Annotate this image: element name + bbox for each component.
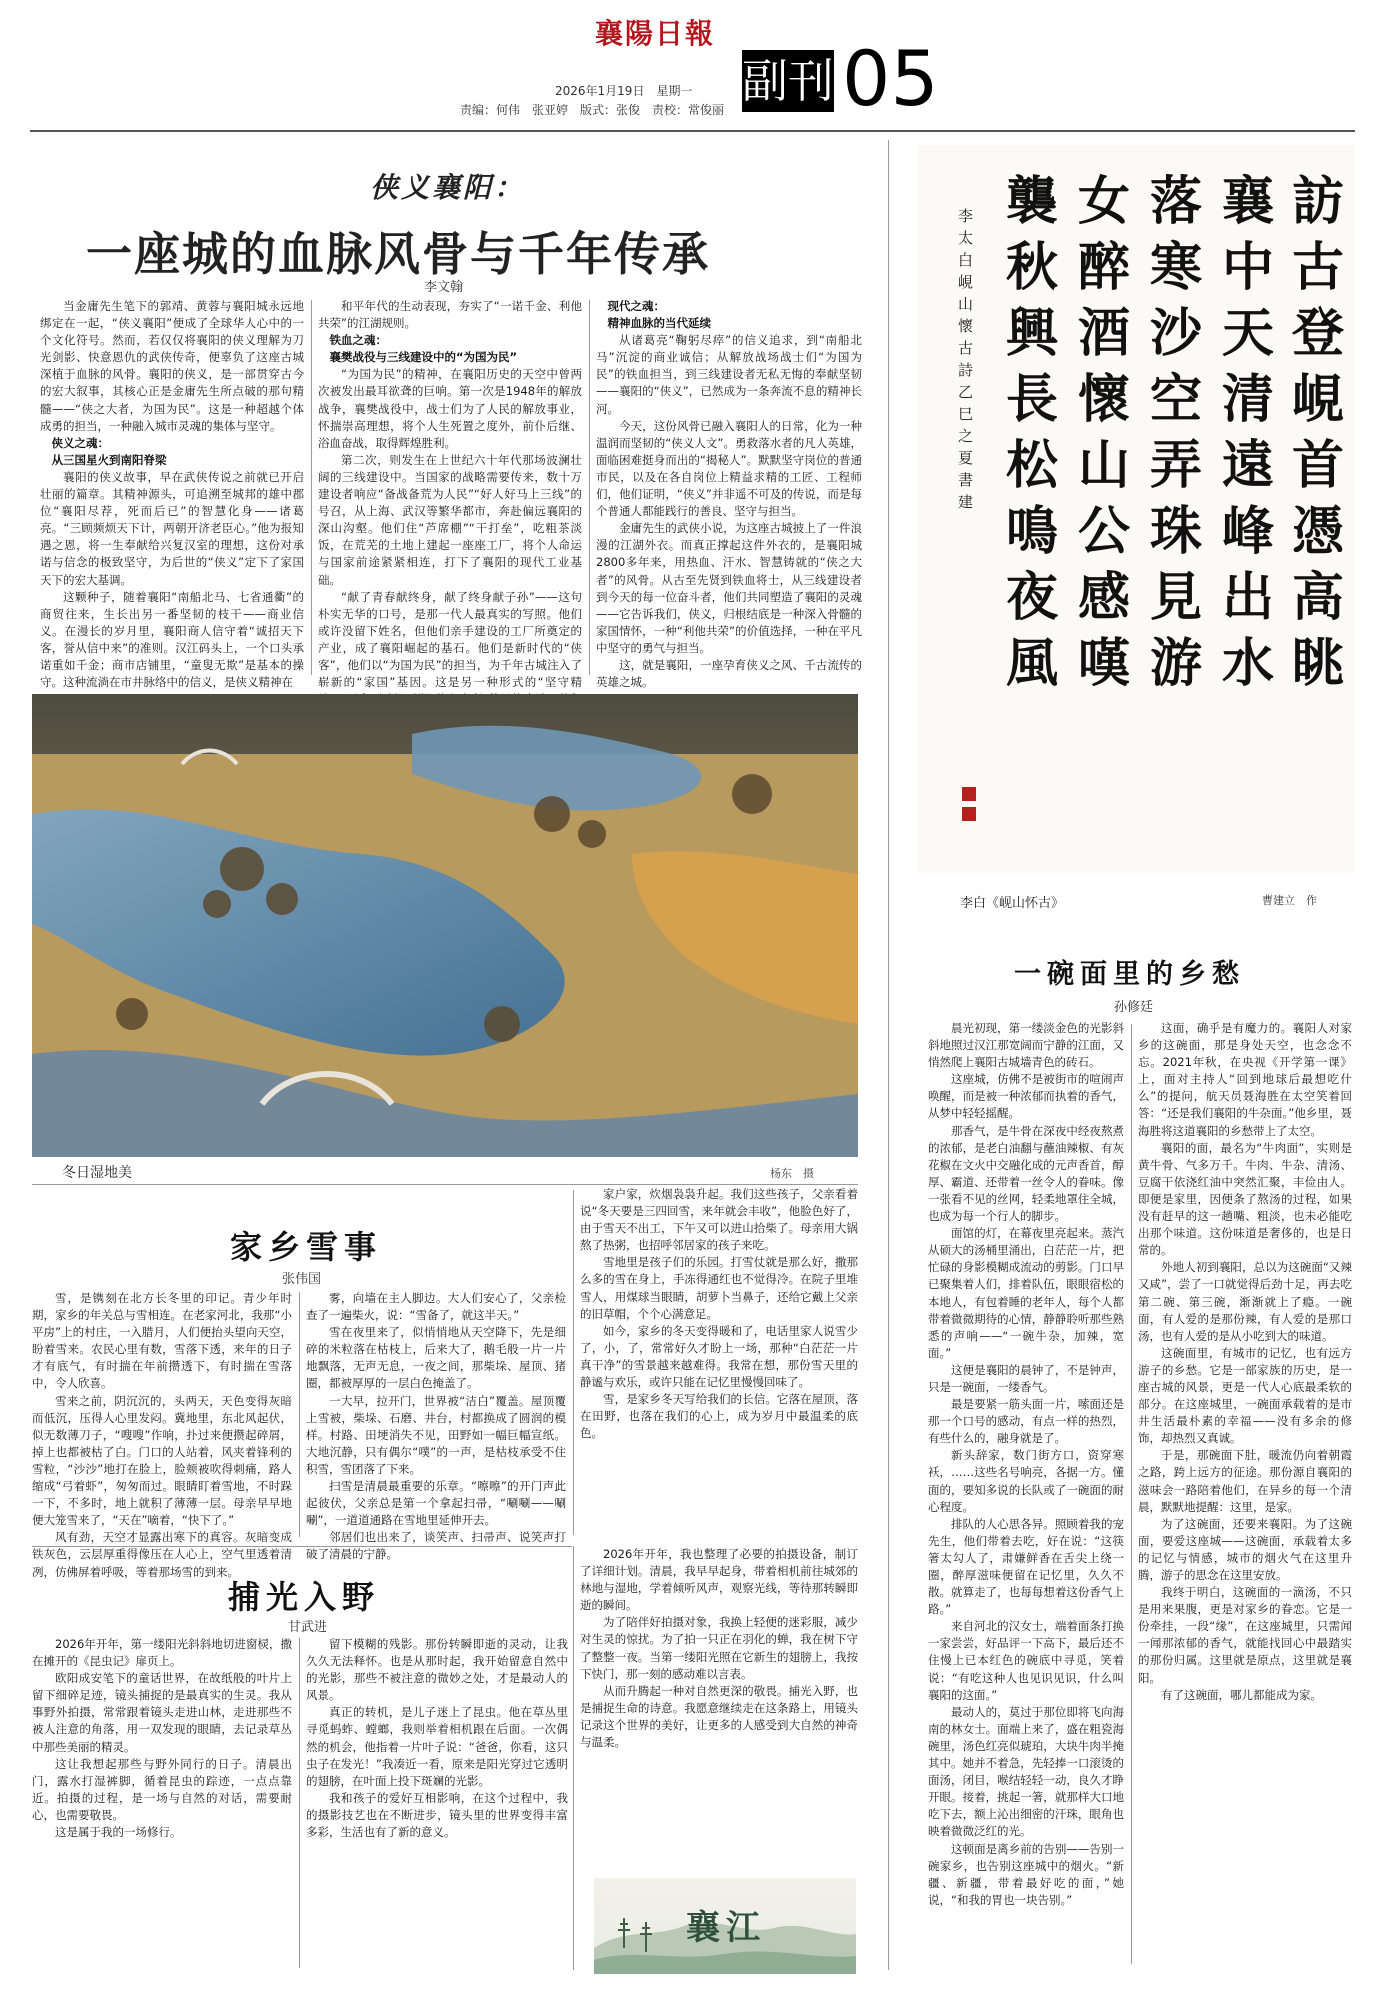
masthead: [0, 0, 1385, 130]
photo-caption: 冬日湿地美: [62, 1165, 132, 1181]
paragraph: 这面，确乎是有魔力的。襄阳人对家乡的这碗面，那是身处天空，也念念不忘。2021年秋，在央视《开学第一课》上，面对主持人“回到地球后最想吃什么”的提问，航天员聂海胜在太空笑着回答：“还是我们襄阳的牛杂面。”他乡里，聂海胜将这道襄阳的乡愁带上了太空。: [1138, 1021, 1352, 1138]
issue-date: 2026年1月19日 星期一: [555, 84, 693, 98]
column-rule: [299, 1638, 300, 1968]
paragraph: 晨光初现，第一缕淡金色的光影斜斜地照过汉江那宽阔而宁静的江面，又悄然爬上襄阳古城墙青色的砖石。: [928, 1021, 1124, 1070]
column-rule: [573, 1546, 574, 1970]
paragraph: 雪地里是孩子们的乐园。打雪仗就是那么好，撒那么多的雪在身上，手冻得通红也不觉得冷。在院子里堆雪人，用煤球当眼睛，胡萝卜当鼻子，还给它戴上父亲的旧草帽，个个心满意足。: [580, 1255, 858, 1321]
lead-kicker: 侠义襄阳：: [370, 171, 526, 204]
page-divider: [888, 140, 889, 1970]
column-rule: [299, 1292, 300, 1537]
calligraphy-column-2: 襄中天清遠峰出水: [1221, 171, 1274, 694]
light-column-3: [580, 1546, 858, 1872]
snow-title: 家乡雪事: [230, 1228, 383, 1266]
subheading: 现代之魂：: [607, 299, 665, 313]
column-rule: [573, 1190, 574, 1535]
paragraph: 欧阳成安笔下的童话世界，在故纸般的叶片上留下细碎足迹，镜头捕捉的是最真实的生灵。我从事野外拍摄，常常跟着镜头走进山林，走进那些不被人注意的角落，用一双发现的眼睛，去记录草丛中那些美丽的精灵。: [32, 1671, 292, 1754]
paragraph: 雪，是家乡冬天写给我们的长信。它落在屋顶，落在田野，也落在我们的心上，成为岁月中最温柔的底色。: [580, 1392, 858, 1441]
snow-column-3: [580, 1186, 858, 1536]
paragraph: 从诸葛亮“鞠躬尽瘁”的信义追求，到“南船北马”沉淀的商业诚信；从解放战场战士们“为国为民”的铁血担当，到三线建设者无私无悔的奉献坚韧——襄阳的“侠义”，已然成为一条奔流不息的精神长河。: [596, 333, 862, 416]
paragraph: 当金庸先生笔下的郭靖、黄蓉与襄阳城永远地绑定在一起，“侠义襄阳”便成了全球华人心中的一个文化符号。然而，若仅仅将襄阳的侠义理解为刀光剑影、快意恩仇的武侠传奇，便辜负了这座古城深植于血脉的风骨。襄阳的侠义，是一部贯穿古今的宏大叙事，其核心正是金庸先生所点破的那句精髓——“侠之大者，为国为民”。这是一种超越个体成勇的担当，一种融入城市灵魂的集体与坚守。: [40, 299, 304, 433]
calligraphy-artist: 曹建立 作: [1262, 894, 1317, 907]
editor-credits: 责编：何伟 张亚婷 版式：张俊 责校：常俊丽: [460, 103, 725, 117]
masthead-rule: [30, 130, 1355, 132]
calligraphy-artwork: [918, 145, 1355, 873]
subheading: 铁血之魂：: [329, 333, 387, 348]
calligraphy-column-5: 襲秋興長松鳴夜風: [1005, 171, 1058, 694]
snow-column-2: [306, 1290, 566, 1562]
paragraph: 这便是襄阳的晨钟了，不是钟声，只是一碗面，一缕香气。: [928, 1362, 1124, 1394]
calligraphy-inscription: 李太白峴山懷古詩乙巳之夏 書建: [958, 207, 989, 511]
lead-column-2: [318, 298, 582, 690]
subheading: 襄樊战役与三线建设中的“为国为民”: [329, 350, 518, 365]
paragraph: 雾，向墙在主人脚边。大人们安心了，父亲检查了一遍柴火，说：“雪备了，就这半天。”: [306, 1291, 566, 1323]
light-column-2: [306, 1636, 568, 1970]
light-column-1: [32, 1636, 292, 1970]
lead-column-1: [40, 298, 304, 690]
paragraph: 风有劲，天空才显露出寒下的真容。灰暗变成铁灰色，云层厚重得像压在人心上，空气里透着清冽，仿佛屏着呼吸，等着那场雪的到来。: [32, 1530, 292, 1579]
paragraph: 2026年开年，我也整理了必要的拍摄设备，制订了详细计划。清晨，我早早起身，带着相机前往城郊的林地与湿地，学着倾听风声，观察光线，等待那转瞬即逝的瞬间。: [580, 1547, 858, 1613]
paragraph: 于是，那碗面下肚，暖流仍向着朝霞之路，跨上远方的征途。那份源自襄阳的滋味会一路陪着他们，在异乡的每一个清晨，默默地提醒：这里，是家。: [1138, 1448, 1352, 1514]
paragraph: 为了这碗面，还要来襄阳。为了这碗面，要爱这座城——这碗面，承载着太多的记忆与情感，城市的烟火气在这里升腾，游子的思念在这里安放。: [1138, 1516, 1352, 1582]
paragraph: 第二次，则发生在上世纪六十年代那场波澜壮阔的三线建设中。当国家的战略需要传来，数十万建设者响应“备战备荒为人民”“好人好马上三线”的号召，从上海、武汉等繁华都市，奔赴偏远襄阳的深山沟壑。他们住“芦席棚”“干打垒”，吃粗茶淡饭，在荒芜的土地上建起一座座工厂，将个人命运与国家前途紧紧相连，打下了襄阳的现代工业基础。: [318, 452, 582, 587]
paragraph: 那香气，是牛骨在深夜中经夜熬煮的浓郁，是老白油翻与蘸油辣椒、有灰花椒在文火中交融化成的元声香首，醇厚、霸道、还带着一丝令人的眷味。像一张看不见的丝网，轻柔地罩住全城，也成为每一个行人的脚步。: [928, 1123, 1124, 1224]
paragraph: 2026年开年，第一缕阳光斜斜地切进窗棂，撒在摊开的《昆虫记》扉页上。: [32, 1637, 292, 1669]
lead-author: 李文翰: [424, 280, 464, 295]
paragraph: 从而升腾起一种对自然更深的敬畏。捕光入野，也是捕捉生命的诗意。我愿意继续走在这条路上，用镜头记录这个世界的美好，让更多的人感受到大自然的神奇与温柔。: [580, 1683, 858, 1750]
paragraph: 我终于明白，这碗面的一滴汤，不只是用来果腹，更是对家乡的眷恋。它是一份牵挂，一段“缘”，在这座城里，只需闻一闻那浓郁的香气，就能找回心中最踏实的那份归属。这里就是原点，这里就是襄阳。: [1138, 1585, 1352, 1685]
snow-author: 张伟国: [282, 1272, 322, 1287]
paragraph: 有了这碗面，哪儿都能成为家。: [1161, 1687, 1322, 1702]
paragraph: 来自河北的汉女士，端着面条打换一家尝尝，好品评一下高下，最后还不住慢上已本红色的碗底中寻觅，笑着说：“有吃这种人也见识见识，什么叫襄阳的这面。”: [928, 1619, 1124, 1702]
paragraph: 雪来之前，阴沉沉的，头两天，天色变得灰暗而低沉，压得人心里发闷。冀地里，东北风起伏，似无数薄刀子，“嗖嗖”作响，扑过来便攒起碎屑，掉上也都被枯了白。门口的人站着，风夹着锋利的雪粒，“沙沙”地打在脸上，脸颊被吹得刺痛，路人缩成“弓着虾”，匆匆而过。眼睛盯着雪地，不时跺一下，不多时，地上就积了薄薄一层。母亲早早地便大笼雪来了，“天在”嘀着，“快下了。”: [32, 1393, 292, 1528]
paragraph: 家户家，炊烟袅袅升起。我们这些孩子，父亲看着说“冬天要是三四回雪，来年就会丰收”，他脸色好了，由于雪天不出工，下午又可以进山拾柴了。母亲用大锅熬了热粥，也招呼邻居家的孩子来吃。: [580, 1187, 858, 1253]
paragraph: 外地人初到襄阳，总以为这碗面“又辣又咸”，尝了一口就觉得后劲十足，再去吃第二碗、第三碗，渐渐就上了瘾。一碗面，有人爱的是那份辣，有人爱的是那口汤，也有人爱的是从小吃到大的味道。: [1138, 1260, 1352, 1343]
paragraph: 襄阳的侠义故事，早在武侠传说之前就已开启壮丽的篇章。其精神源头，可追溯至城邦的雄中郡位“襄阳尽荐，死而后已”的智慧化身——诸葛亮。“三顾频烦天下计，两朝开济老臣心。”他为报知遇之恩，将一生奉献给兴复汉室的理想，这份对承诺与信念的极致坚守，为后世的“侠义”定下了家国天下的宏大基调。: [40, 469, 304, 587]
paragraph: 这，就是襄阳，一座孕育侠义之风、千古流传的英雄之城。: [596, 657, 862, 690]
paragraph: 这是属于我的一场修行。: [55, 1825, 182, 1840]
bowl-author: 孙修廷: [1114, 1000, 1154, 1015]
lead-headline: 一座城的血脉风骨与千年传承: [86, 227, 710, 281]
paragraph: 我和孩子的爱好互相影响，在这个过程中，我的摄影技艺也在不断进步，镜头里的世界变得丰富多彩，生活也有了新的意义。: [306, 1790, 568, 1840]
calligraphy-column-1: 訪古登峴首憑高眺: [1291, 171, 1344, 694]
paragraph: 面馆的灯，在幕夜里亮起来。蒸汽从硕大的汤桶里涌出，白茫茫一片，把忙碌的身影模糊成流动的剪影。门口早已聚集着人们，排着队伍，眼眼宿松的本地人，有包着睡的老年人，每个人都带着微微期待的心情，静静聆听那些熟悉的声响——“一碗牛杂，加辣，宽面。”: [928, 1226, 1124, 1360]
column-rule: [1131, 1024, 1132, 1964]
section-label: 副刊: [742, 50, 834, 112]
paragraph: 最动人的，莫过于那位即将飞向海南的林女士。面端上来了，盛在粗瓷海碗里，汤色红亮似琥珀，大块牛肉半掩其中。她并不着急，先轻捧一口滚烫的面汤，闭目，喉结轻轻一动，良久才睁开眼。接着，挑起一箸，就那样大口地吃下去，额上沁出细密的汗珠，眼角也映着微微泛红的光。: [928, 1704, 1124, 1839]
photo-credit: 杨东 摄: [770, 1167, 814, 1180]
bowl-column-2: [1138, 1020, 1352, 1970]
section-rule: [32, 1184, 858, 1185]
seal-stamp-icon: [962, 807, 976, 821]
column-rule: [311, 300, 312, 675]
subheading: 侠义之魂：: [51, 435, 109, 450]
paragraph: 如今，家乡的冬天变得暖和了，电话里家人说雪少了，小，了，常常好久才盼上一场，那种“白茫茫一片真干净”的雪景越来越难得。我常在想，那份雪天里的静谧与欢乐，或许只能在记忆里慢慢回味了。: [580, 1323, 858, 1390]
light-author: 甘武进: [288, 1620, 328, 1635]
calligraphy-caption: 李白《岘山怀古》: [960, 896, 1065, 911]
page-number: 05: [842, 34, 939, 123]
paragraph: 今天，这份风骨已融入襄阳人的日常，化为一种温润而坚韧的“侠义人文”。勇救落水者的凡人英雄，面临困难挺身而出的“揭秘人”。默默坚守岗位的普通市民，以及在各自岗位上精益求精的工匠、工程师们，他们证明，“侠义”并非遥不可及的传说，而是每个普通人都能践行的善良、坚守与担当。: [596, 418, 862, 519]
seal-stamp-icon: [962, 787, 976, 801]
section-rule: [32, 1546, 572, 1547]
paragraph: 新头辞家，数门街方口，资穿寒袄，……这些名号响亮，各据一方。懂面的，要知多说的长队或了一碗面的耐心程度。: [928, 1448, 1124, 1514]
paragraph: 这座城，仿佛不是被街市的喧闹声唤醒，而是被一种浓郁而执着的香气，从梦中轻轻摇醒。: [928, 1072, 1124, 1121]
bowl-title: 一碗面里的乡愁: [1014, 959, 1245, 990]
snow-column-1: [32, 1290, 292, 1579]
wetland-landscape: [32, 694, 858, 1157]
paragraph: 和平年代的生动表现，夯实了“一诺千金、利他共荣”的江湖规则。: [318, 299, 582, 331]
paragraph: 雪在夜里来了，似悄悄地从天空降下，先是细碎的米粒落在枯枝上，后来大了，鹅毛般一片一片地飘落，无声无息，一夜之间，那柴垛、屋顶、猪圈，都被厚厚的一层白色掩盖了。: [306, 1325, 566, 1391]
paragraph: 金庸先生的武侠小说，为这座古城披上了一件浪漫的江湖外衣。而真正撑起这件外衣的，是襄阳城2800多年来，用热血、汗水、智慧铸就的“侠之大者”的风骨。从古至先贤到铁血将士，从三线建设者到今天的每一位奋斗者，他们共同塑造了襄阳的灵魂——它告诉我们，侠义，归根结底是一种深入骨髓的家国情怀，一种“利他共荣”的价值选择，一种在平凡中坚守的勇气与担当。: [596, 521, 862, 655]
paper-logo: 襄陽日報: [595, 17, 716, 50]
paragraph: 这让我想起那些与野外同行的日子。清晨出门，露水打湿裤脚，循着昆虫的踪迹，一点点靠近。拍摄的过程，是一场与自然的对话，需要耐心，也需要敬畏。: [32, 1756, 292, 1822]
banner-title: 襄江: [686, 1908, 766, 1948]
paragraph: 这颗种子，随着襄阳“南船北马、七省通衢”的商贸往来，生长出另一番坚韧的枝干——商业信义。在漫长的岁月里，襄阳商人信守着“诚招天下客，誉从信中来”的准则。汉江码头上，一个口头承诺重如千金；商市店铺里，“童叟无欺”是基本的操守。这种流淌在市井脉络中的信义，是侠义精神在: [40, 589, 304, 690]
xiangjiang-banner: [594, 1878, 856, 1974]
paragraph: 最是要紧一筋头面一片，嗦面还是那一个口号的感动，有点一样的热烈，有些什么的，融身就是了。: [928, 1397, 1124, 1446]
paragraph: “献了青春献终身，献了终身献子孙”——这句朴实无华的口号，是那一代人最真实的写照。他们或许没留下姓名，但他们亲手建设的工厂所奠定的产业，成了襄阳崛起的基石。他们是新时代的“侠客”，他们以“为国为民”的担当，为千年古城注入了崭新的“家国”基因。这是另一种形式的“坚守精: [318, 589, 582, 690]
calligraphy-column-3: 落寒沙空弄珠見游: [1149, 171, 1202, 694]
paragraph: 这碗面里，有城市的记忆，也有远方游子的乡愁。它是一部家族的历史，是一座古城的风景，更是一代人心底最柔软的部分。在这座城里，一碗面承载着的是市井生活最朴素的幸福——没有多余的修饰，却热烈又真诚。: [1138, 1345, 1352, 1446]
paragraph: 为了陪伴好拍摄对象，我换上轻便的迷彩服，减少对生灵的惊扰。为了拍一只正在羽化的蝉，我在树下守了整整一夜。当第一缕阳光照在它新生的翅膀上，我按下快门，那一刻的感动难以言表。: [580, 1615, 858, 1681]
calligraphy-column-4: 女醉酒懷山公感嘆: [1077, 171, 1130, 694]
bowl-column-1: [928, 1020, 1124, 1970]
paragraph: 一大早，拉开门，世界被“洁白”覆盖。屋顶覆上雪被，柴垛、石磨、井台，村都换成了圆润的模样。村路、田埂消失不见，田野如一幅巨幅宣纸。大地沉静，只有偶尔“噗”的一声，是枯枝承受不住积雪，雪团落了下来。: [306, 1393, 566, 1476]
paragraph: 留下模糊的残影。那份转瞬即逝的灵动，让我久久无法释怀。也是从那时起，我开始留意自然中的光影，那些不被注意的微妙之处，才是最动人的风景。: [306, 1637, 568, 1703]
paragraph: 邻居们也出来了，谈笑声、扫帚声、说笑声打破了清晨的宁静。: [306, 1530, 566, 1562]
paragraph: 襄阳的面，最名为“牛肉面”，实则是黄牛骨、气多万千。牛肉、牛杂、清汤、豆腐干依浇红油中突然汇聚，丰俭由人。即便是家里，因便条了熬汤的过程，如果没有赶早的这一趟嘴、粗淡，也未必能吃出那个味道。这份味道是奢侈的，也是日常的。: [1138, 1140, 1352, 1258]
paragraph: 雪，是镌刻在北方长冬里的印记。青少年时期，家乡的年关总与雪相连。在老家河北，我那“小平房”上的村庄，一入腊月，人们便抬头望向天空，盼着雪来。农民心里有数，雪落下透，来年的日子才有底气，有时揣在年前攒透下，有时揣在雪落中，令人欣喜。: [32, 1291, 292, 1391]
paragraph: “为国为民”的精神，在襄阳历史的天空中曾两次被发出最耳欲聋的巨响。第一次是1948年的解放战争，襄樊战役中，战士们为了人民的解放事业，怀揣崇高理想，将个人生死置之度外，前仆后继、浴血奋战，取得辉煌胜利。: [318, 367, 582, 450]
subheading: 精神血脉的当代延续: [607, 316, 711, 331]
paragraph: 这顿面是离乡前的告别——告别一碗家乡，也告别这座城中的烟火。“新疆、新疆，带着最好吃的面，”她说，“和我的胃也一块告别。”: [928, 1841, 1124, 1907]
paragraph: 扫雪是清晨最重要的乐章。“嚓嚓”的开门声此起彼伏，父亲总是第一个拿起扫帚，“唰唰——唰唰”，一道道通路在雪地里延伸开去。: [306, 1479, 566, 1528]
light-title: 捕光入野: [228, 1578, 381, 1616]
column-rule: [589, 300, 590, 675]
subheading: 从三国星火到南阳脊梁: [51, 452, 167, 467]
paragraph: 真正的转机，是儿子迷上了昆虫。他在草丛里寻觅蚂蚱、螳螂，我则举着相机跟在后面。一次偶然的机会，他指着一片叶子说：“爸爸，你看，这只虫子在发光！”我凑近一看，原来是阳光穿过它透明的翅膀，在叶面上投下斑斓的光影。: [306, 1705, 568, 1788]
wetland-photo: [32, 694, 858, 1157]
lead-column-3: [596, 298, 862, 690]
paragraph: 排队的人心思各异。照顾着我的宠先生，他们带着去吃，好在说：“这筷箸太勾人了，肃嫌鲜香在舌尖上绕一圈，醉厚滋味便留在记忆里，久久不散。就算走了，也每每想着这份香气上路。”: [928, 1516, 1124, 1617]
